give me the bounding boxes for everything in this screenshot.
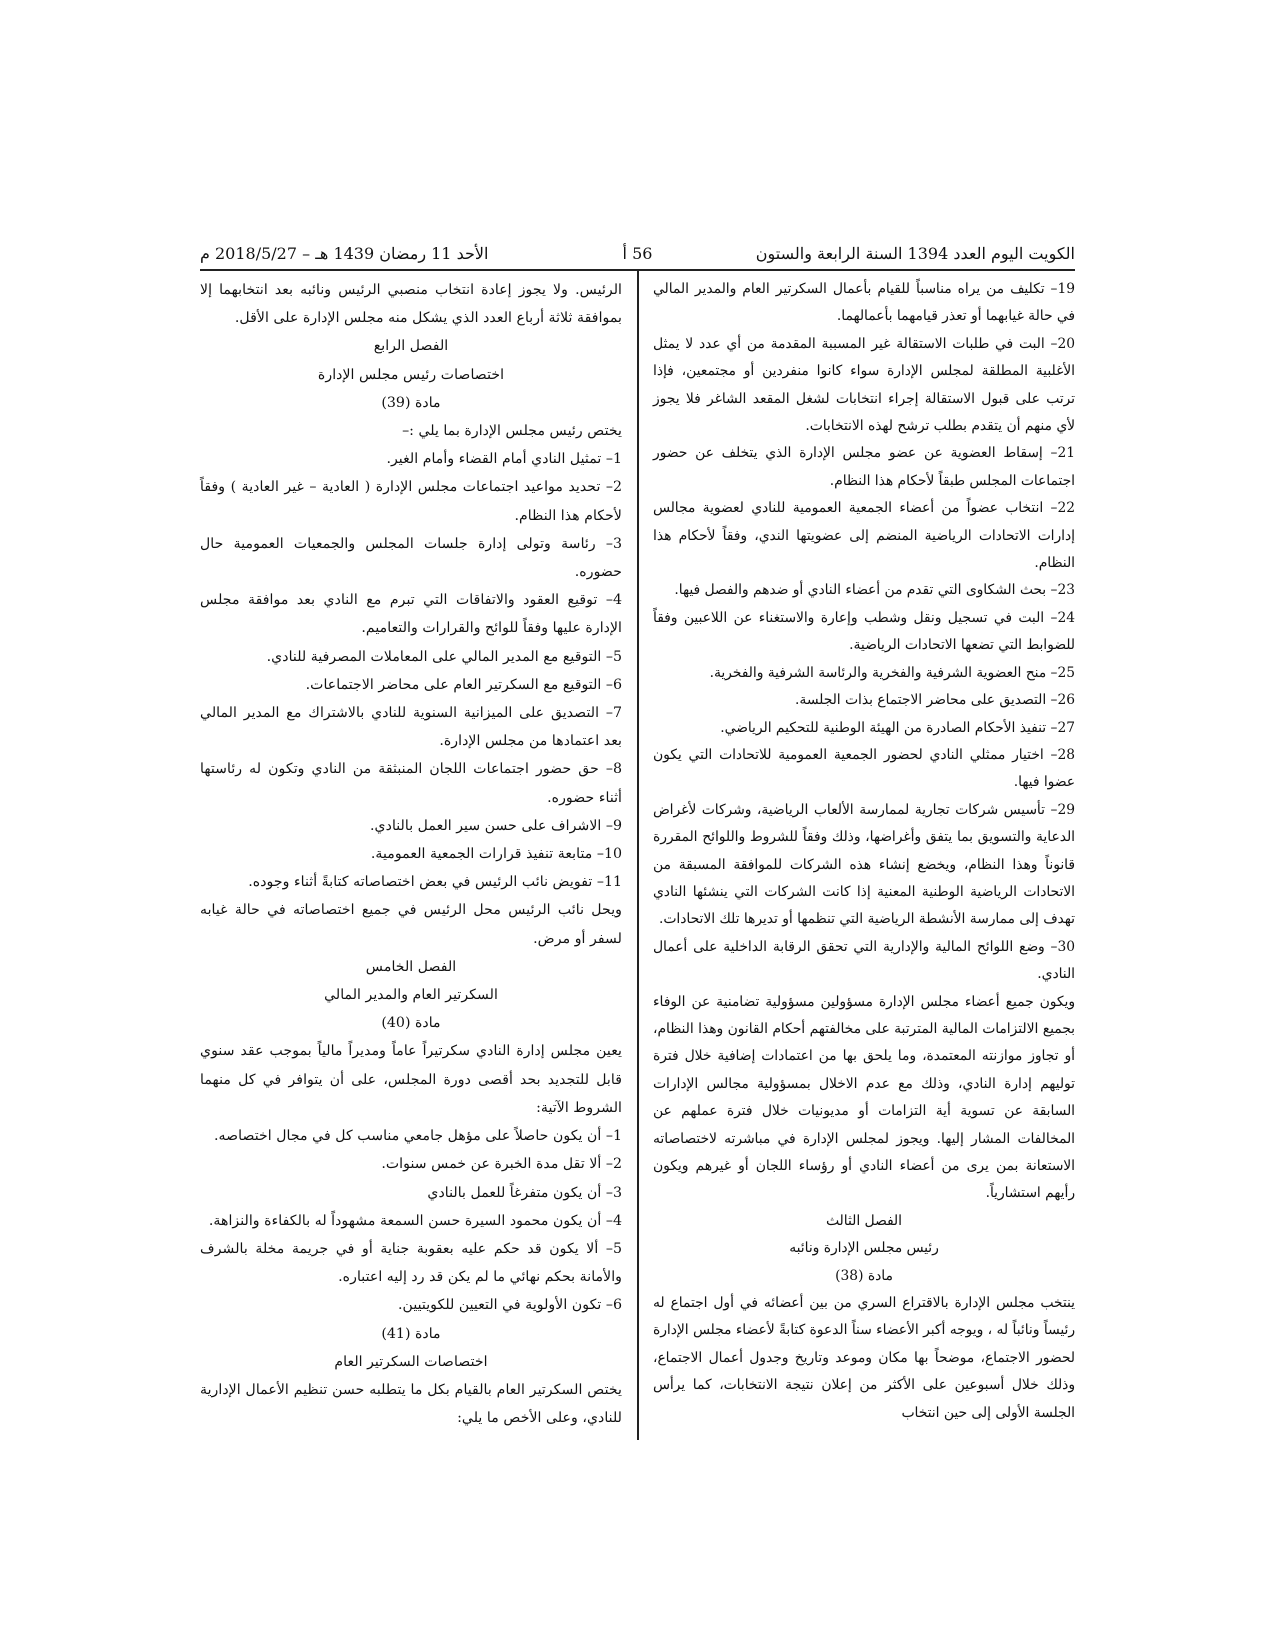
- paragraph: 20– البت في طلبات الاستقالة غير المسببة المقدمة من أي عدد لا يمثل الأغلبية المطلقة لمجلس الإدارة سواء كانوا منفردين أو مجتمعين، فإذا ترتب على قبول الاستقالة إجراء انتخابات لشغل المقعد الشاغر فلا يجوز لأي منهم أن يتقدم بطلب ترشح لهذه الانتخابات.: [653, 335, 1075, 435]
- column-divider: [637, 270, 639, 1440]
- paragraph: 4– توقيع العقود والاتفاقات التي تبرم مع النادي بعد موافقة مجلس الإدارة عليها وفقاً للوائح والقرارات والتعاميم.: [200, 592, 622, 637]
- paragraph: 30– وضع اللوائح المالية والإدارية التي تحقق الرقابة الداخلية على أعمال النادي.: [653, 938, 1075, 983]
- paragraph: 1– أن يكون حاصلاً على مؤهل جامعي مناسب كل في مجال اختصاصه.: [213, 1128, 622, 1145]
- paragraph: يختص رئيس مجلس الإدارة بما يلي :–: [402, 423, 622, 440]
- paragraph: 29– تأسيس شركات تجارية لممارسة الألعاب الرياضية، وشركات لأغراض الدعاية والتسويق بما يتفق وأغراضها، وذلك وفقاً للشروط واللوائح المقررة قانوناً وهذا النظام، ويخضع إنشاء هذه الشركات للموافقة المسبقة من الاتحادات الرياضية الوطنية المعنية إذا كانت الشركات التي ينشئها النادي تهدف إلى ممارسة الأنشطة الرياضية التي تنظمها أو تديرها تلك الاتحادات.: [653, 801, 1075, 928]
- paragraph: 22– انتخاب عضواً من أعضاء الجمعية العمومية للنادي لعضوية مجالس إدارات الاتحادات الرياضية المنضم إلى عضويتها الندي، وفقاً لأحكام هذا النظام.: [653, 500, 1075, 572]
- paragraph: يعين مجلس إدارة النادي سكرتيراً عاماً ومديراً مالياً بموجب عقد سنوي قابل للتجديد بحد أقصى دورة المجلس، على أن يتوافر في كل منهما الشروط الآتية:: [200, 1043, 622, 1116]
- paragraph: ينتخب مجلس الإدارة بالاقتراع السري من بين أعضائه في أول اجتماع له رئيساً ونائباً له ، ويوجه أكبر الأعضاء سناً الدعوة كتابةً لأعضاء مجلس الإدارة لحضور الاجتماع، موضحاً بها مكان وموعد وتاريخ وجدول أعمال الاجتماع، وذلك خلال أسبوعين على الأكثر من إعلان نتيجة الانتخابات، كما يرأس الجلسة الأولى إلى حين انتخاب: [653, 1295, 1075, 1421]
- page-header: [200, 240, 1075, 270]
- paragraph: 9– الاشراف على حسن سير العمل بالنادي.: [370, 817, 622, 834]
- section-heading: رئيس مجلس الإدارة ونائبه: [789, 1240, 939, 1257]
- issue-date: الأحد 11 رمضان 1439 هـ – 2018/5/27 م: [200, 244, 489, 263]
- paragraph: 5– ألا يكون قد حكم عليه بعقوبة جناية أو في جريمة مخلة بالشرف والأمانة بحكم نهائي ما لم يكن قد رد إليه اعتباره.: [200, 1240, 622, 1286]
- paragraph: 3– أن يكون متفرغاً للعمل بالنادي: [427, 1184, 622, 1201]
- paragraph: 7– التصديق على الميزانية السنوية للنادي بالاشتراك مع المدير المالي بعد اعتمادها من مجلس الإدارة.: [200, 705, 622, 750]
- paragraph: 2– ألا تقل مدة الخبرة عن خمس سنوات.: [381, 1156, 622, 1173]
- paragraph: 27– تنفيذ الأحكام الصادرة من الهيئة الوطنية للتحكيم الرياضي.: [720, 719, 1075, 736]
- paragraph: 25– منح العضوية الشرفية والفخرية والرئاسة الشرفية والفخرية.: [709, 664, 1075, 681]
- paragraph: 5– التوقيع مع المدير المالي على المعاملات المصرفية للنادي.: [266, 648, 622, 665]
- paragraph: 6– تكون الأولوية في التعيين للكويتيين.: [398, 1297, 622, 1314]
- paragraph: 1– تمثيل النادي أمام القضاء وأمام الغير.: [386, 451, 622, 468]
- paragraph: 23– بحث الشكاوى التي تقدم من أعضاء النادي أو ضدهم والفصل فيها.: [674, 582, 1075, 599]
- section-heading: الفصل الثالث: [826, 1212, 902, 1229]
- paragraph: 28– اختيار ممثلي النادي لحضور الجمعية العمومية للاتحادات التي يكون عضوا فيها.: [653, 746, 1075, 791]
- section-heading: مادة (41): [381, 1325, 441, 1342]
- paragraph: 10– متابعة تنفيذ قرارات الجمعية العمومية.: [370, 846, 622, 863]
- section-heading: الفصل الخامس: [365, 958, 457, 975]
- left-column: [200, 276, 622, 1432]
- section-heading: مادة (40): [381, 1015, 441, 1032]
- paragraph: 6– التوقيع مع السكرتير العام على محاضر الاجتماعات.: [305, 676, 622, 693]
- publication-info: الكويت اليوم العدد 1394 السنة الرابعة والستون: [755, 244, 1075, 263]
- paragraph: 26– التصديق على محاضر الاجتماع بذات الجلسة.: [795, 692, 1075, 709]
- paragraph: ويكون جميع أعضاء مجلس الإدارة مسؤولين مسؤولية تضامنية عن الوفاء بجميع الالتزامات المالية المترتبة على مخالفتهم أحكام القانون وهذا النظام، أو تجاوز موازنته المعتمدة، وما يلحق بها من اعتمادات إضافية خلال فترة توليهم إدارة النادي، وذلك مع عدم الاخلال بمسؤولية مجالس الإدارات السابقة عن تسوية أية التزامات أو مديونيات خلال فترة عملهم عن المخالفات المشار إليها. ويجوز لمجلس الإدارة في مباشرته لاختصاصاته الاستعانة بمن يرى من أعضاء النادي أو رؤساء اللجان أو غيرهم ويكون رأيهم استشارياً.: [653, 993, 1075, 1202]
- paragraph: الرئيس. ولا يجوز إعادة انتخاب منصبي الرئيس ونائبه بعد انتخابهما إلا بموافقة ثلاثة أرباع العدد الذي يشكل منه مجلس الإدارة على الأقل.: [200, 282, 622, 327]
- paragraph: 11– تفويض نائب الرئيس في بعض اختصاصاته كتابةً أثناء وجوده.: [248, 874, 622, 891]
- paragraph: 2– تحديد مواعيد اجتماعات مجلس الإدارة ( العادية – غير العادية ) وفقاً لأحكام هذا النظام.: [200, 479, 622, 524]
- paragraph: ويحل نائب الرئيس محل الرئيس في جميع اختصاصاته في حالة غيابه لسفر أو مرض.: [200, 902, 622, 947]
- paragraph: 3– رئاسة وتولى إدارة جلسات المجلس والجمعيات العمومية حال حضوره.: [200, 535, 622, 581]
- page-number: 56 أ: [622, 244, 653, 263]
- paragraph: 8– حق حضور اجتماعات اللجان المنبثقة من النادي وتكون له رئاستها أثناء حضوره.: [200, 761, 622, 806]
- section-heading: اختصاصات السكرتير العام: [334, 1353, 488, 1370]
- section-heading: اختصاصات رئيس مجلس الإدارة: [317, 366, 505, 383]
- section-heading: مادة (38): [835, 1267, 893, 1284]
- section-heading: السكرتير العام والمدير المالي: [324, 987, 498, 1004]
- section-heading: الفصل الرابع: [373, 338, 449, 355]
- paragraph: 19– تكليف من يراه مناسباً للقيام بأعمال السكرتير العام والمدير المالي في حالة غيابهما أو تعذر قيامهما بأعمالهما.: [653, 281, 1075, 325]
- paragraph: 21– إسقاط العضوية عن عضو مجلس الإدارة الذي يتخلف عن حضور اجتماعات المجلس طبقاً لأحكام هذا النظام.: [653, 445, 1075, 489]
- paragraph: يختص السكرتير العام بالقيام بكل ما يتطلبه حسن تنظيم الأعمال الإدارية للنادي، وعلى الأخص ما يلي:: [200, 1381, 622, 1427]
- paragraph: 24– البت في تسجيل ونقل وشطب وإعارة والاستغناء عن اللاعبين وفقاً للضوابط التي تضعها الاتحادات الرياضية.: [653, 609, 1075, 654]
- right-column: [653, 276, 1075, 1427]
- paragraph: 4– أن يكون محمود السيرة حسن السمعة مشهوداً له بالكفاءة والنزاهة.: [208, 1212, 622, 1229]
- section-heading: مادة (39): [381, 394, 441, 411]
